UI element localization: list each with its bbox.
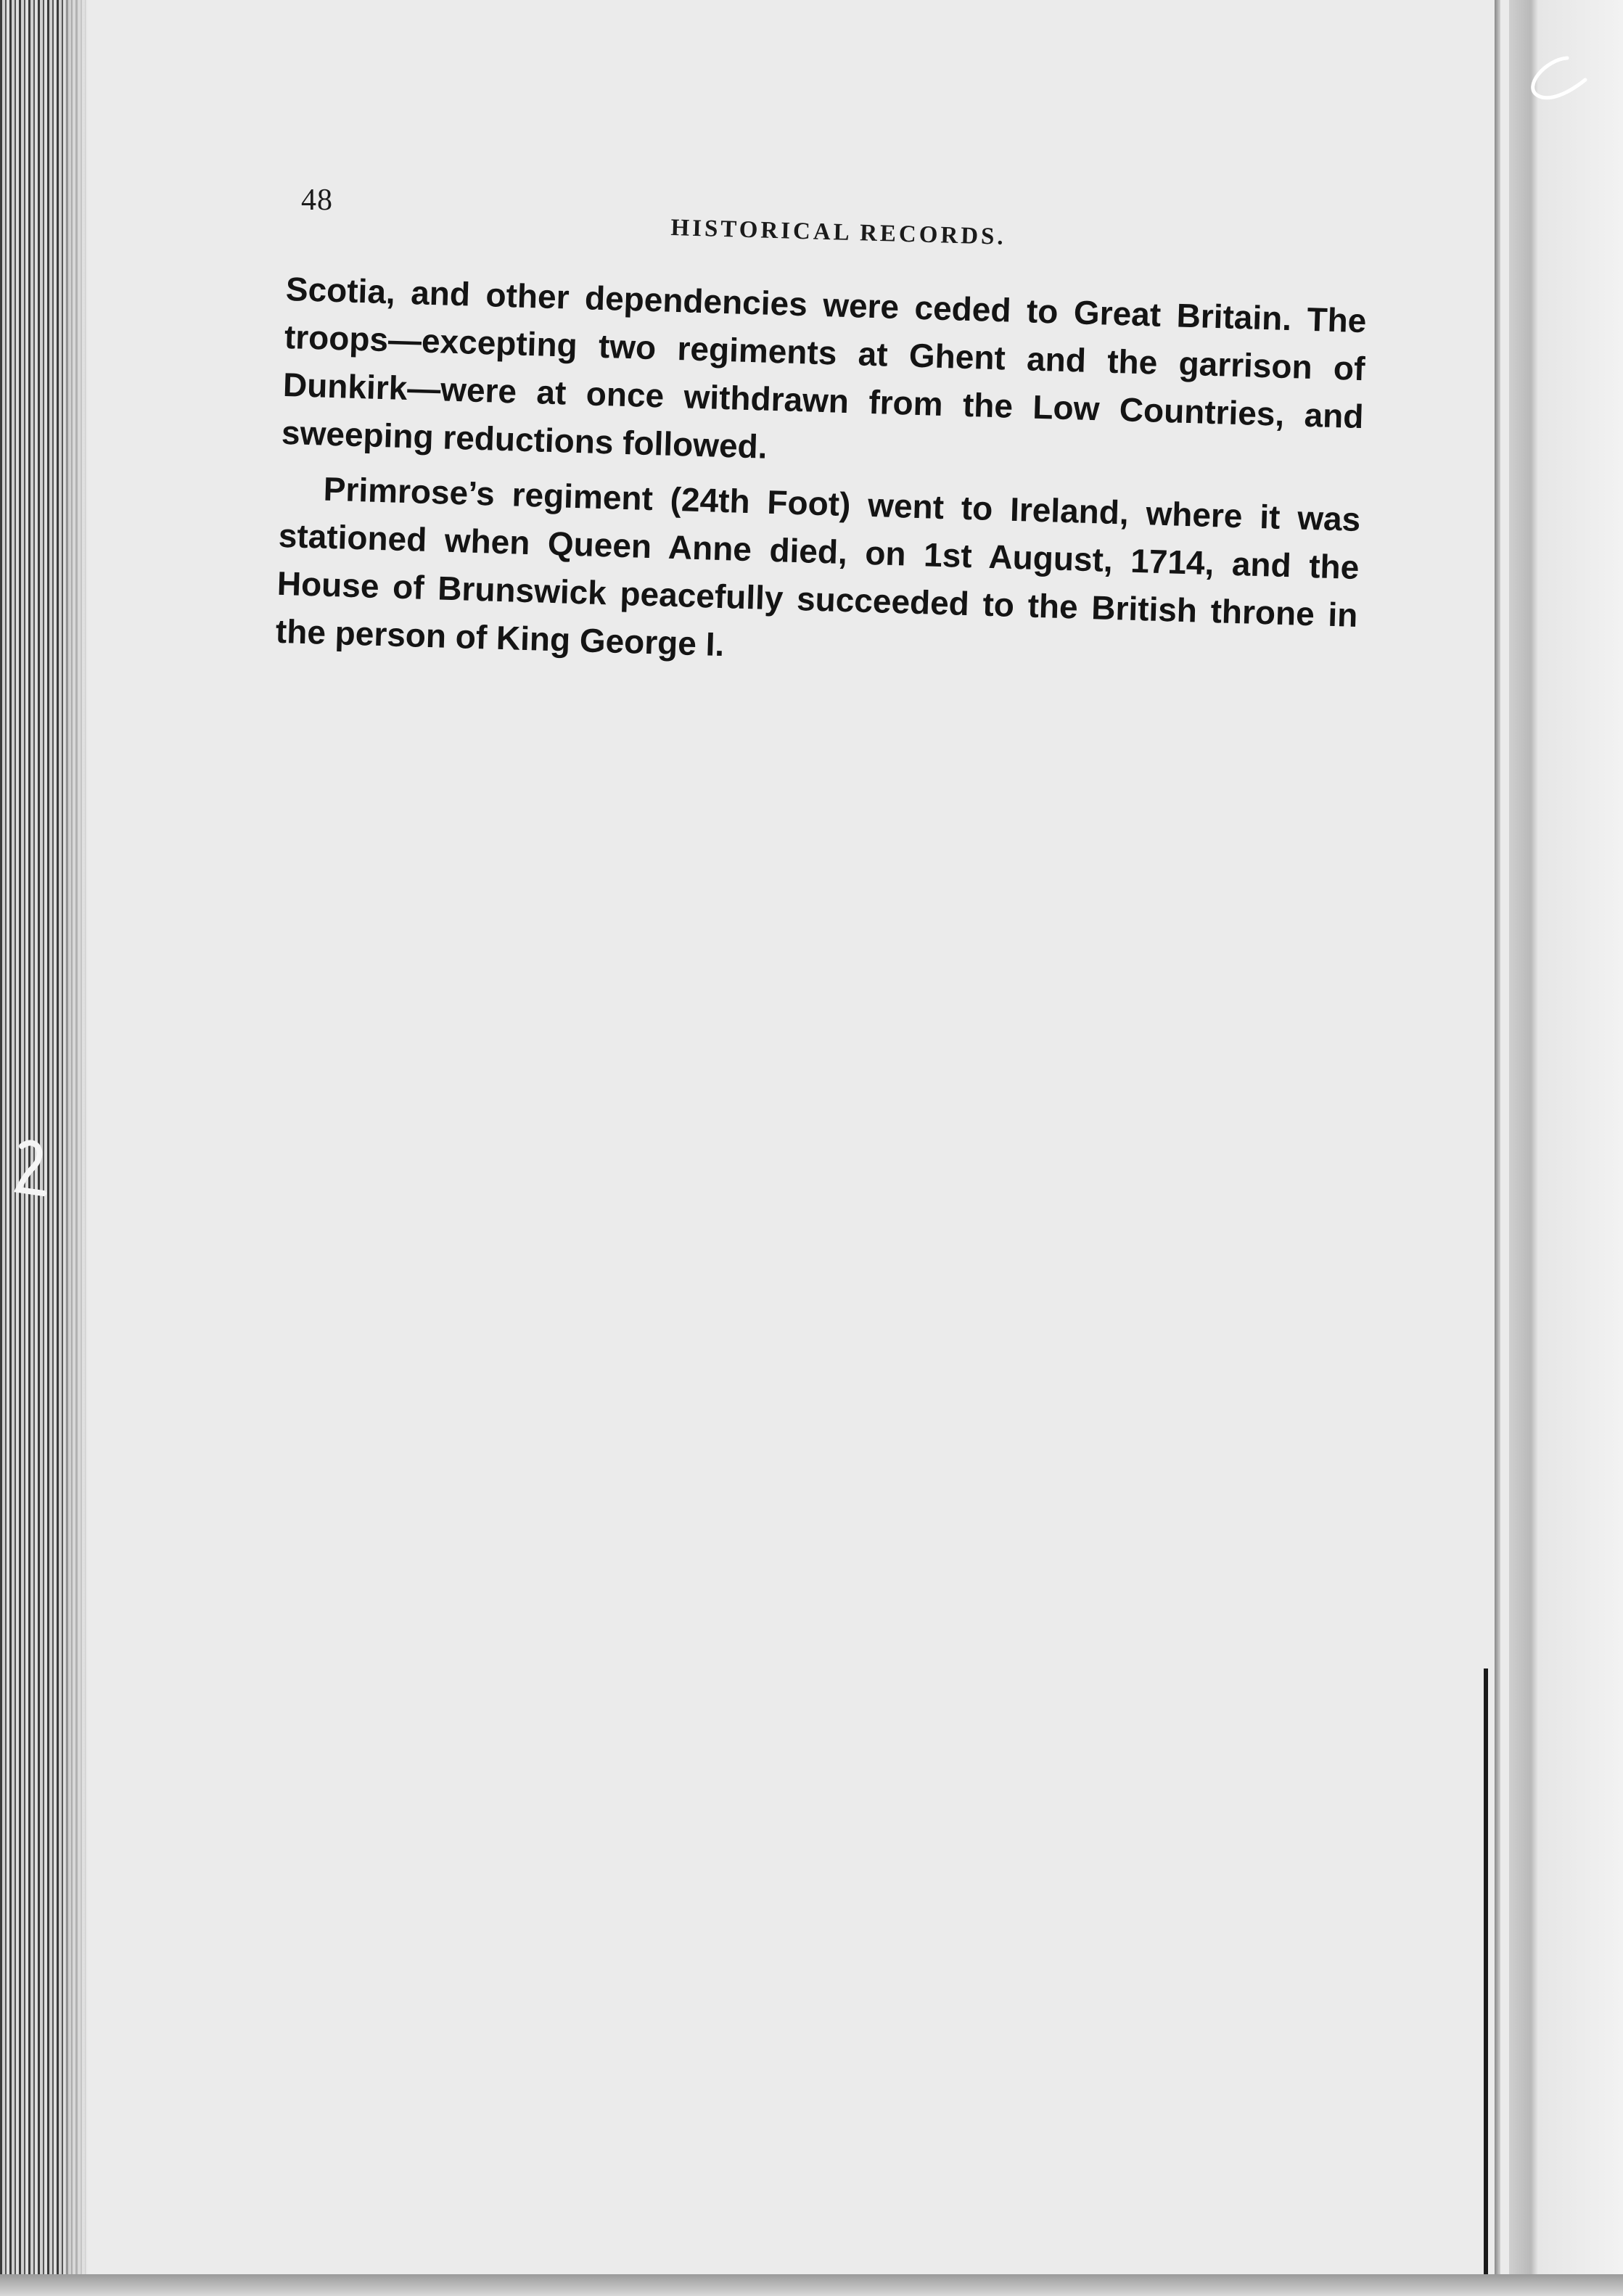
page-number: 48 [301, 184, 333, 217]
body-text [275, 265, 1367, 687]
handwritten-2-mark-icon [7, 1132, 58, 1204]
right-page-edge-shadow [1484, 1668, 1488, 2296]
right-page-edge-line [1495, 0, 1500, 2296]
paragraph-2: Primrose’s regiment (24th Foot) went to Ireland, where it was stationed when Queen Anne died, on 1st August, 1714, and the House of Brunswick peacefully succeeded to the British throne in the person of King George I. [275, 469, 1362, 664]
bottom-page-edge [0, 2274, 1623, 2296]
right-page-edge [1509, 0, 1623, 2296]
handwritten-c-mark-icon [1516, 51, 1603, 116]
paragraph-1: Scotia, and other dependencies were ceded to Great Britain. The troops—excepting two regiments at Ghent and the garrison of Dunkirk—were at once withdrawn from the Low Countries, and sweeping reductions followed. [281, 269, 1368, 466]
running-head: HISTORICAL RECORDS. [670, 215, 1007, 250]
